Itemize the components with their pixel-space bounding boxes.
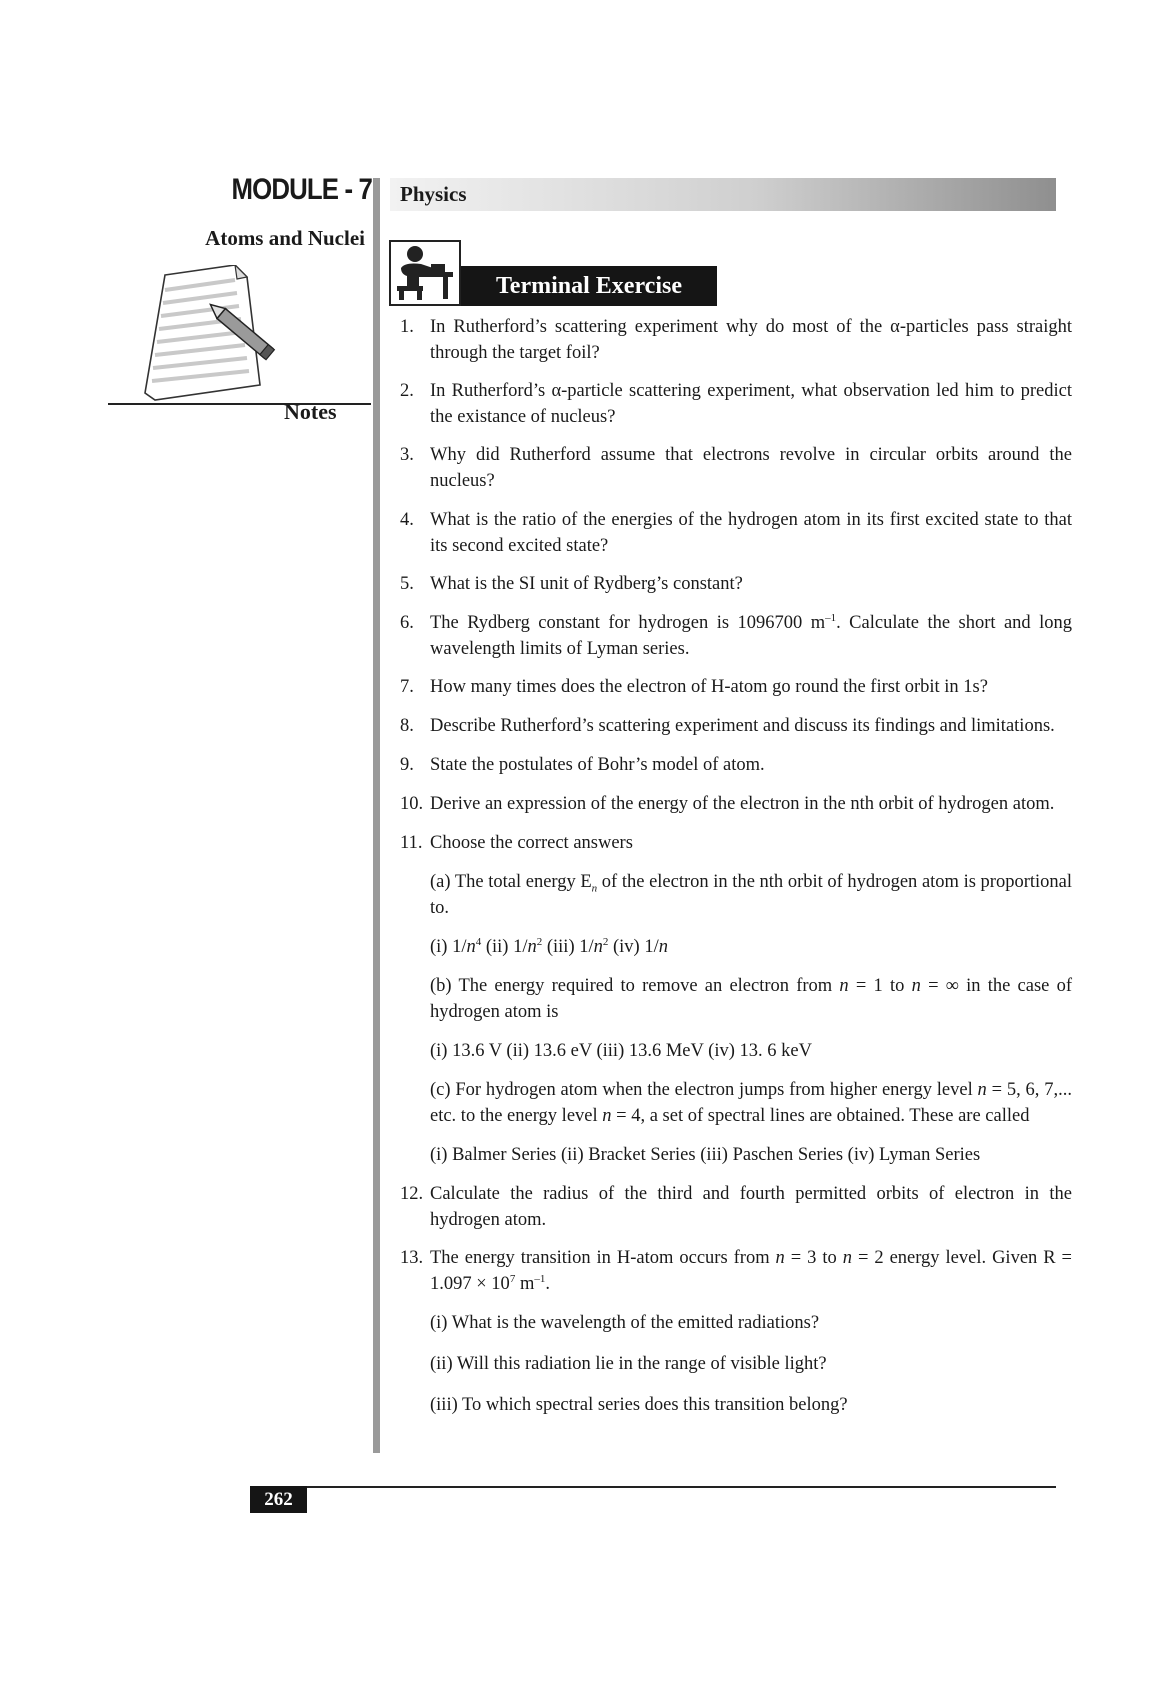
q11-part-c-options: (i) Balmer Series (ii) Bracket Series (iii) Paschen Series (iv) Lyman Series [430, 1145, 981, 1165]
header-subject: Physics [400, 182, 467, 206]
question-7: 7. How many times does the electron of H-atom go round the first orbit in 1s? [400, 677, 988, 697]
notes-label: Notes [284, 399, 337, 424]
question-8: 8. Describe Rutherford’s scattering experiment and discuss its findings and limitations. [400, 716, 1055, 736]
question-6: 6. The Rydberg constant for hydrogen is 1096700 $m^{-1}$. Calculate the short and long wavelength limits of Lyman series. [400, 611, 1072, 659]
footer-rule [250, 1486, 1056, 1488]
section-title: Terminal Exercise [461, 266, 717, 306]
q11-part-b-options: (i) 13.6 V (ii) 13.6 eV (iii) 13.6 MeV (iv) 13. 6 keV [430, 1041, 812, 1061]
q11-part-a: (a) The total energy $E_n$ of the electron in the nth orbit of hydrogen atom is proportional to. [430, 872, 1072, 918]
question-11: 11. Choose the correct answers [400, 833, 633, 853]
q11-part-b: (b) The energy required to remove an electron from n = 1 to n = ∞ in the case of hydrogen atom is [430, 976, 1072, 1022]
module-subtitle: Atoms and Nuclei [205, 226, 365, 250]
q11-part-c: (c) For hydrogen atom when the electron jumps from higher energy level n = 5, 6, 7,... etc. to the energy level n = 4, a set of spectral lines are obtained. These are called [430, 1080, 1072, 1126]
notes-pencil-icon [135, 265, 295, 415]
margin-rule [373, 178, 380, 1453]
question-5: 5. What is the SI unit of Rydberg’s constant? [400, 574, 743, 594]
question-1: 1. In Rutherford’s scattering experiment why do most of the α-particles pass straight through the target foil? [400, 317, 1072, 363]
question-12: 12. Calculate the radius of the third and fourth permitted orbits of electron in the hydrogen atom. [400, 1184, 1072, 1230]
module-title: MODULE - 7 [231, 173, 372, 206]
q13-sub-iii: (iii) To which spectral series does this transition belong? [430, 1395, 848, 1415]
page-number: 262 [250, 1486, 307, 1513]
question-2: 2. In Rutherford’s α-particle scattering experiment, what observation led him to predict the existance of nucleus? [400, 381, 1072, 427]
questions-list [400, 314, 1072, 1418]
student-desk-icon [389, 240, 461, 306]
header-bar [390, 178, 1056, 211]
q11-part-a-options: (i) $1/n^4$ (ii) $1/n^2$ (iii) $1/n^2$ (iv) 1/n [430, 935, 668, 957]
question-3: 3. Why did Rutherford assume that electrons revolve in circular orbits around the nucleus? [400, 445, 1072, 491]
question-10: 10. Derive an expression of the energy of the electron in the nth orbit of hydrogen atom. [400, 794, 1055, 814]
question-9: 9. State the postulates of Bohr’s model of atom. [400, 755, 765, 775]
question-4: 4. What is the ratio of the energies of the hydrogen atom in its first excited state to that its second excited state? [400, 510, 1072, 556]
q13-sub-i: (i) What is the wavelength of the emitted radiations? [430, 1313, 820, 1333]
question-13: 13. The energy transition in H-atom occurs from n = 3 to n = 2 energy level. Given $R = 1.097 \times 10^7$ $m^{-1}$. [400, 1248, 1072, 1294]
q13-sub-ii: (ii) Will this radiation lie in the range of visible light? [430, 1354, 827, 1374]
